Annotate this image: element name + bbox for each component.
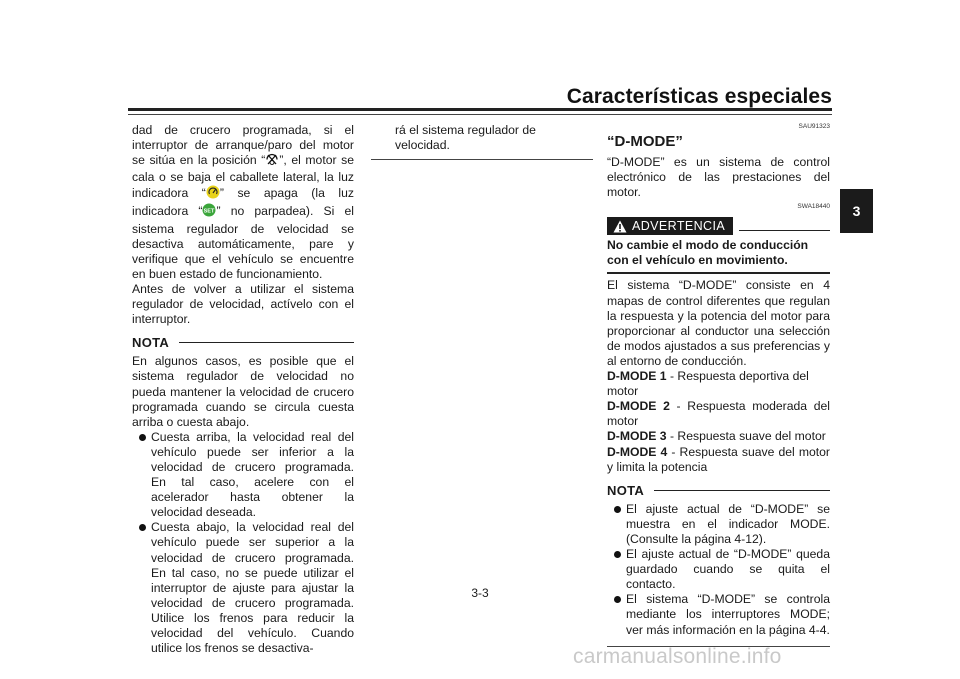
section-code: SAU91323 xyxy=(798,123,830,130)
cruise-set-icon xyxy=(202,203,216,221)
mode-item xyxy=(607,445,830,475)
chapter-tab[interactable]: 3 xyxy=(840,189,873,233)
paragraph-intro: “D-MODE” es un sistema de control electrónico de las prestaciones del motor. xyxy=(607,155,830,200)
warning-label: ADVERTENCIA xyxy=(632,218,726,233)
mode-desc: - Respuesta suave del motor xyxy=(666,429,826,444)
warning-text: No cambie el modo de conducción con el vehículo en movimiento. xyxy=(607,238,809,268)
mode-desc: - Respuesta suave del motor y limita la potencia xyxy=(607,444,830,474)
list-item xyxy=(607,547,830,592)
header-rule-thin xyxy=(128,114,832,115)
mode-name: D-MODE 2 xyxy=(607,399,670,414)
mode-desc: - Respuesta deportiva del motor xyxy=(607,369,809,399)
warning-heading xyxy=(607,217,830,235)
mode-item xyxy=(607,399,830,429)
list-item xyxy=(607,502,830,547)
list-item-text: El ajuste actual de “D-MODE” queda guardado cuando se quita el contacto. xyxy=(626,547,830,592)
engine-stop-icon xyxy=(265,153,279,170)
list-item-text: El sistema “D-MODE” se controla mediante los interruptores MODE; ver más información en la página 4-4. xyxy=(626,592,830,637)
nota-label: NOTA xyxy=(132,335,170,351)
list-item xyxy=(607,592,830,637)
nota-heading xyxy=(607,483,830,498)
bullet-icon xyxy=(614,596,621,603)
list-item xyxy=(132,430,354,521)
nota-paragraph: En algunos casos, es posible que el sistema regulador de velocidad no pueda mantener la velocidad de crucero programada cuando se circula cuesta arriba o cuesta abajo. xyxy=(132,354,354,429)
list-item xyxy=(132,520,354,656)
mode-name: D-MODE 3 xyxy=(607,429,667,444)
warning-code: SWA18440 xyxy=(797,203,830,211)
nota-bullet-list xyxy=(132,430,354,656)
watermark[interactable]: carmanualsonline.info xyxy=(573,645,782,668)
continuation-text: rá el sistema regulador de velocidad. xyxy=(395,123,536,153)
bullet-icon xyxy=(614,506,621,513)
warning-end-rule xyxy=(607,272,830,274)
paragraph-cruise-deactivation xyxy=(132,123,354,282)
bullet-icon xyxy=(139,434,146,441)
section-title: “D-MODE” xyxy=(607,133,683,150)
section-end-rule xyxy=(371,159,593,160)
nota-heading xyxy=(132,335,354,350)
svg-text:SET: SET xyxy=(204,208,215,215)
mode-item xyxy=(607,369,830,399)
text-segment: ” se apaga (la luz indicadora “ xyxy=(132,186,354,219)
text-segment: ” no parpadea). Si el sistema regulador de velocidad se desactiva automáticamente, pare y verifique que el vehículo se encuentre en buen estado de funcionamiento. xyxy=(132,204,355,281)
nota-rule xyxy=(179,342,354,343)
text-segment: dad de crucero programada, si el interruptor de arranque/paro del motor se sitúa en la posición “ xyxy=(132,123,354,168)
nota-label: NOTA xyxy=(607,482,645,498)
column-right xyxy=(607,123,830,647)
cruise-indicator-icon xyxy=(206,185,220,203)
paragraph-reactivate: Antes de volver a utilizar el sistema regulador de velocidad, actívelo con el interruptor. xyxy=(132,281,354,327)
nota-rule xyxy=(654,490,830,491)
text-segment: ”, el motor se cala o se baja el caballete lateral, la luz indicadora “ xyxy=(132,153,354,201)
warning-triangle-icon xyxy=(613,220,627,233)
bullet-icon xyxy=(614,551,621,558)
warning-badge xyxy=(607,217,733,235)
bullet-icon xyxy=(139,524,146,531)
column-left xyxy=(132,123,354,656)
page-number: 3-3 xyxy=(471,586,489,600)
mode-name: D-MODE 4 xyxy=(607,444,668,459)
list-item-text: Cuesta abajo, la velocidad real del vehículo puede ser superior a la velocidad de crucero programada. En tal caso, no se puede utilizar el interruptor de ajuste para ajustar la velocidad de crucero programada. Utilice los frenos para reducir la velocidad del vehículo. Cuando utilice los frenos se desactiva- xyxy=(151,520,354,656)
warning-rule xyxy=(739,230,830,231)
column-middle xyxy=(371,123,593,160)
mode-name: D-MODE 1 xyxy=(607,369,667,384)
list-item-text: Cuesta arriba, la velocidad real del vehículo puede ser inferior a la velocidad de crucero programada. En tal caso, acelere con el acelerador hasta obtener la velocidad deseada. xyxy=(151,429,354,520)
mode-item xyxy=(607,429,830,444)
list-item-text: El ajuste actual de “D-MODE” se muestra en el indicador MODE. (Consulte la página 4-12). xyxy=(626,501,830,546)
paragraph-dmode-description: El sistema “D-MODE” consiste en 4 mapas de control diferentes que regulan la respuesta y la potencia del motor para proporcionar al conductor una selección de modos ajustados a sus preferencias y al entorno de conducción. xyxy=(607,278,830,368)
nota-bullet-list xyxy=(607,502,830,638)
mode-desc: - Respuesta moderada del motor xyxy=(607,399,830,429)
page-header-title: Características especiales xyxy=(566,85,832,108)
header-rule xyxy=(128,108,832,111)
